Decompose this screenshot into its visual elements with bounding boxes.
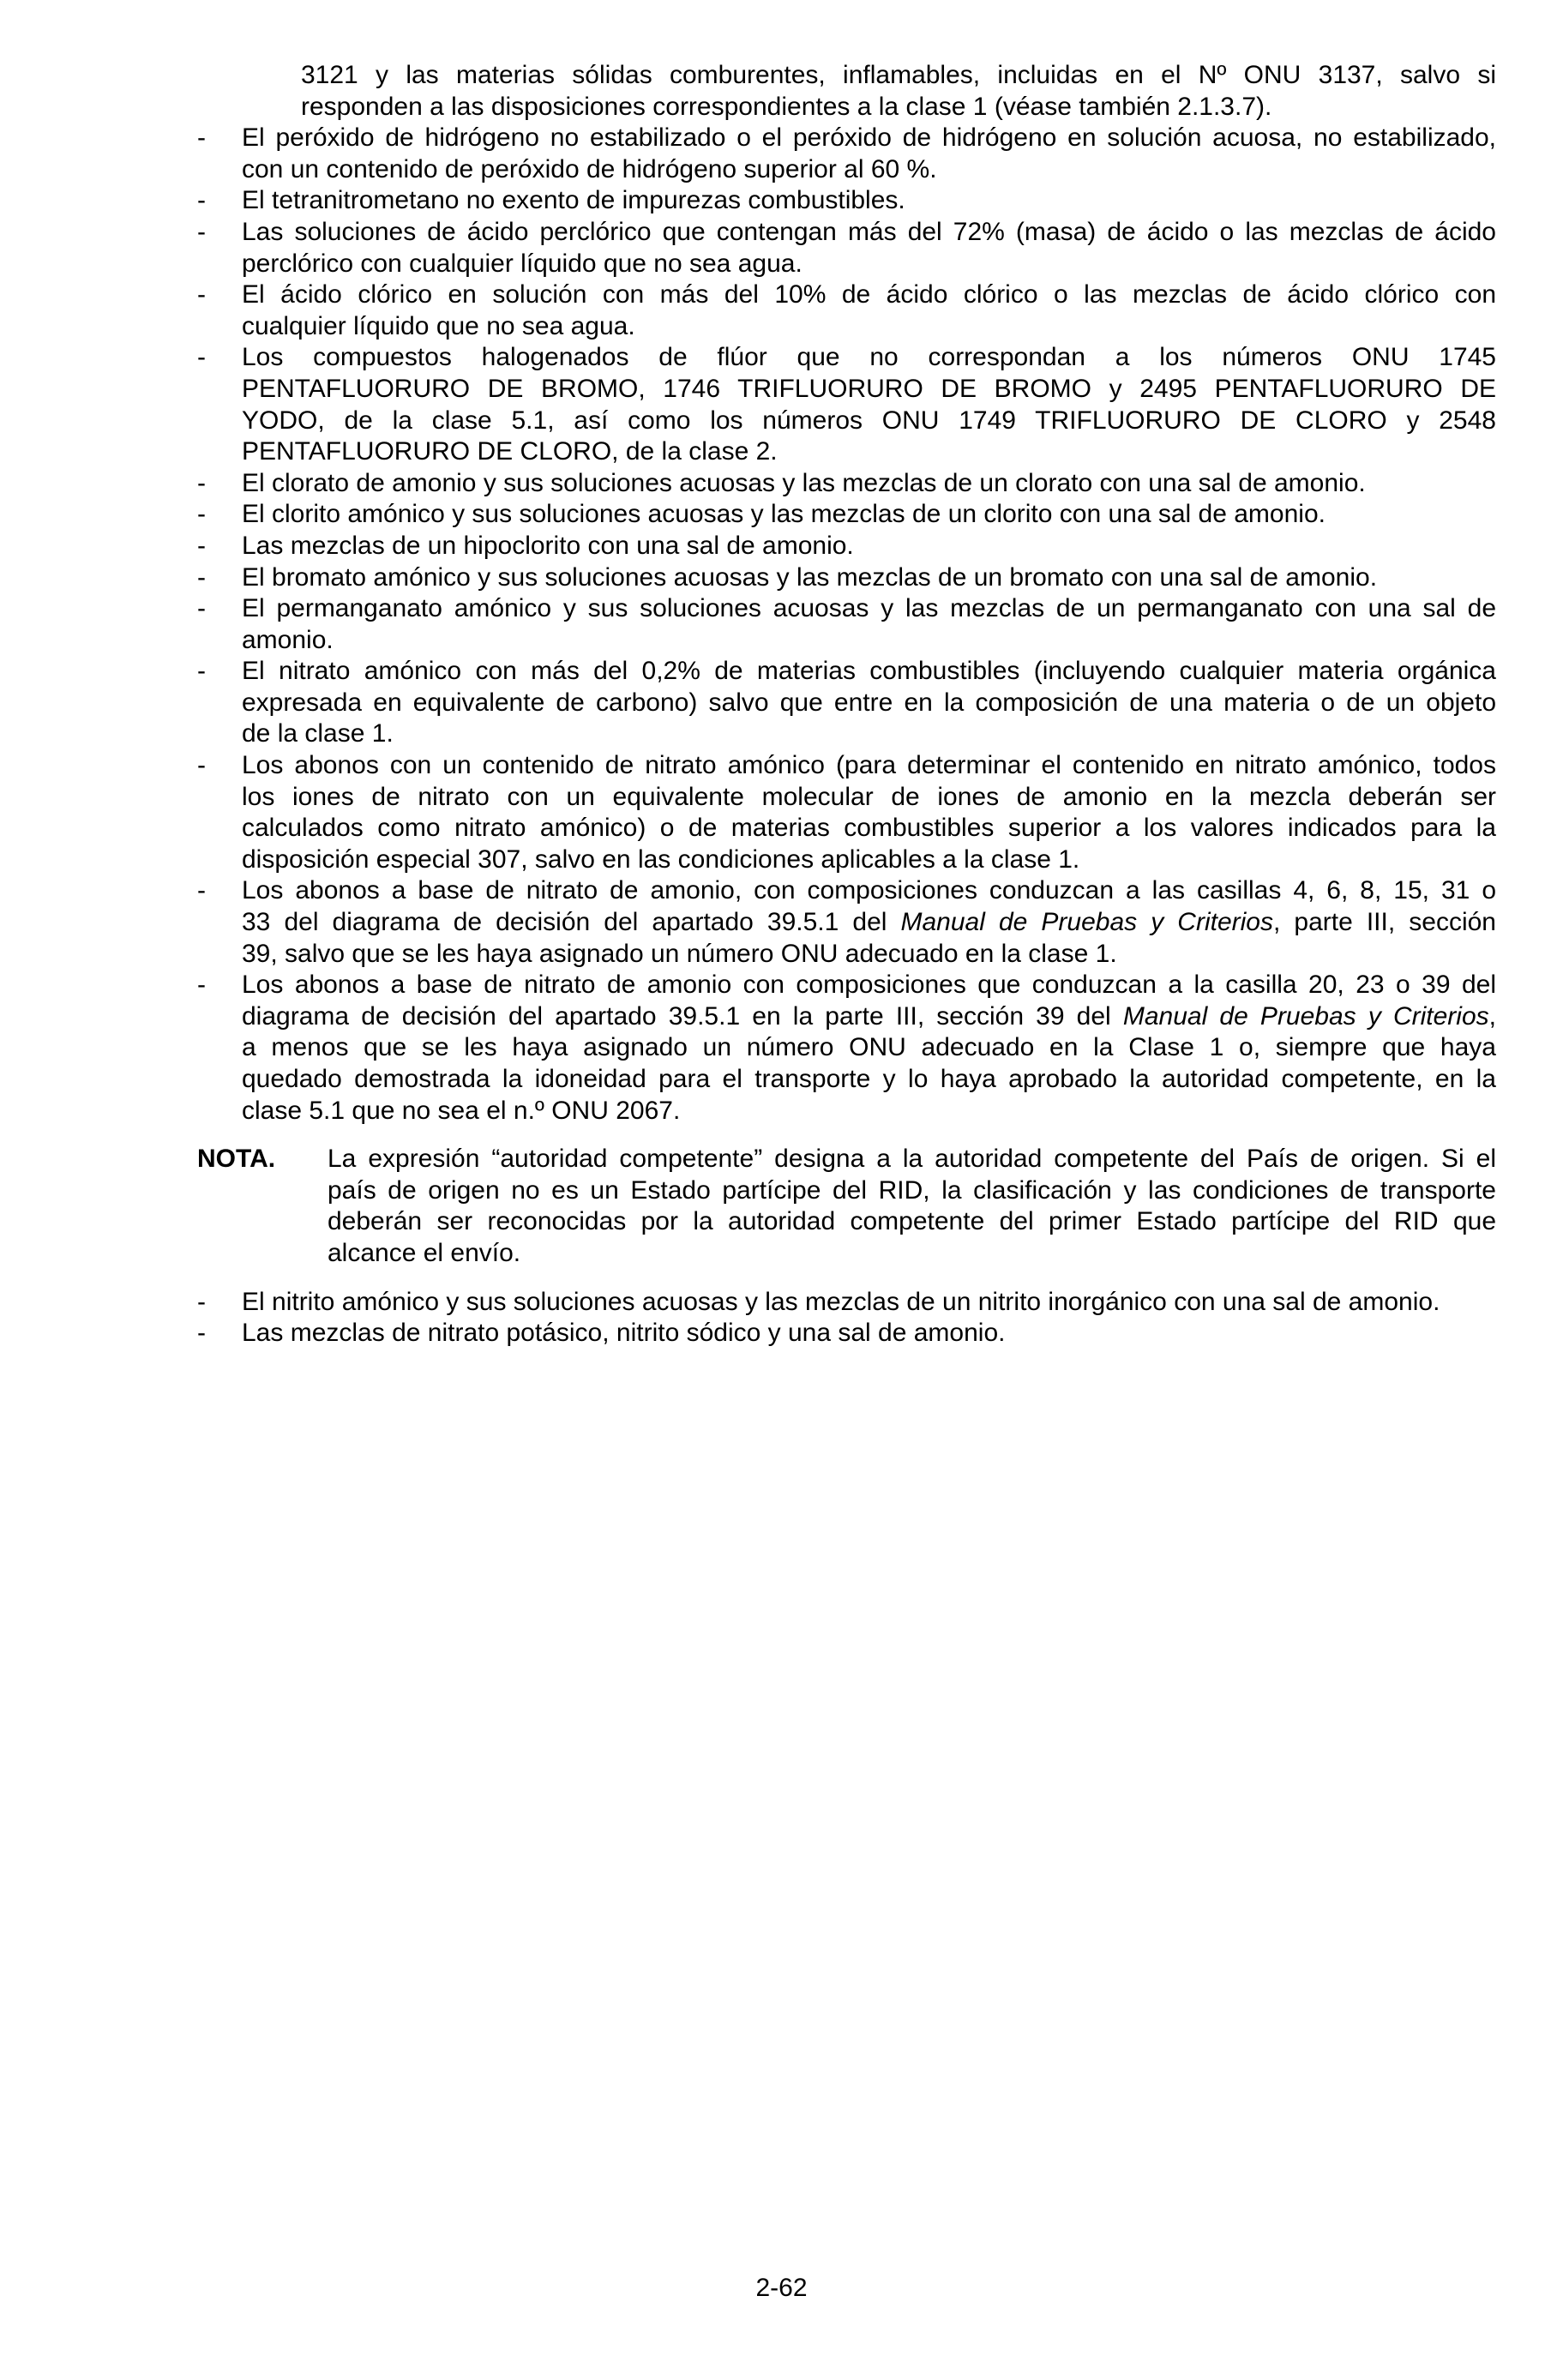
dash-bullet: - bbox=[197, 1287, 206, 1316]
text-segment: 33 del diagrama de decisión del apartado 39.5.1 del bbox=[242, 908, 901, 937]
list-item bbox=[197, 217, 1496, 279]
text-line: PENTAFLUORURO DE CLORO, de la clase 2. bbox=[242, 437, 778, 466]
text-line: con un contenido de peróxido de hidrógeno superior al 60 %. bbox=[242, 154, 937, 183]
text-line: El tetranitrometano no exento de impurezas combustibles. bbox=[242, 186, 905, 215]
text-segment: diagrama de decisión del apartado 39.5.1 en la parte III, sección 39 del bbox=[242, 1001, 1123, 1031]
dash-bullet: - bbox=[197, 657, 206, 686]
text-line: cualquier líquido que no sea agua. bbox=[242, 311, 635, 340]
substance-list bbox=[197, 123, 1496, 1127]
list-item bbox=[197, 875, 1496, 970]
text-line: de la clase 1. bbox=[242, 719, 394, 748]
list-item bbox=[197, 750, 1496, 875]
text-line: alcance el envío. bbox=[328, 1238, 521, 1267]
text-line: Los compuestos halogenados de flúor que no correspondan a los números ONU 1745 bbox=[242, 343, 1496, 372]
manual-title: Manual de Pruebas y Criterios bbox=[1122, 1001, 1489, 1031]
text-line: Los abonos a base de nitrato de amonio, con composiciones conduzcan a las casillas 4, 6, 8, 15, 31 o bbox=[242, 876, 1496, 905]
text-line: Las mezclas de un hipoclorito con una sal de amonio. bbox=[242, 531, 854, 560]
text-line bbox=[242, 907, 1496, 939]
dash-bullet: - bbox=[197, 343, 206, 372]
text-line: El clorito amónico y sus soluciones acuosas y las mezclas de un clorito con una sal de amonio. bbox=[242, 500, 1326, 529]
dash-bullet: - bbox=[197, 531, 206, 560]
manual-title: Manual de Pruebas y Criterios bbox=[900, 908, 1273, 937]
text-line: clase 5.1 que no sea el n.º ONU 2067. bbox=[242, 1096, 681, 1125]
list-item bbox=[197, 342, 1496, 467]
text-line: El peróxido de hidrógeno no estabilizado o el peróxido de hidrógeno en solución acuosa, no estabilizado, bbox=[242, 123, 1496, 153]
text-line: país de origen no es un Estado partícipe del RID, la clasificación y las condiciones de transporte bbox=[328, 1175, 1496, 1205]
list-item bbox=[197, 123, 1496, 185]
note-block bbox=[197, 1144, 1496, 1269]
text-line: Los abonos con un contenido de nitrato amónico (para determinar el contenido en nitrato amónico, todos bbox=[242, 751, 1496, 780]
text-line: El bromato amónico y sus soluciones acuosas y las mezclas de un bromato con una sal de amonio. bbox=[242, 562, 1378, 592]
note-text bbox=[328, 1144, 1496, 1269]
text-line: El permanganato amónico y sus soluciones acuosas y las mezclas de un permanganato con una sal de bbox=[242, 594, 1496, 623]
text-line: El ácido clórico en solución con más del 10% de ácido clórico o las mezclas de ácido clórico con bbox=[242, 280, 1496, 310]
dash-bullet: - bbox=[197, 186, 206, 215]
text-line: quedado demostrada la idoneidad para el transporte y lo haya aprobado la autoridad competente, en la bbox=[242, 1065, 1496, 1093]
text-line: amonio. bbox=[242, 625, 334, 654]
text-line: Los abonos a base de nitrato de amonio con composiciones que conduzcan a la casilla 20, 23 o 39 del bbox=[242, 971, 1496, 1000]
list-item bbox=[197, 468, 1496, 500]
list-item bbox=[197, 279, 1496, 342]
text-line: PENTAFLUORURO DE BROMO, 1746 TRIFLUORURO DE BROMO y 2495 PENTAFLUORURO DE bbox=[242, 374, 1496, 403]
dash-bullet: - bbox=[197, 280, 206, 310]
text-line: deberán ser reconocidas por la autoridad competente del primer Estado partícipe del RID que bbox=[328, 1207, 1496, 1236]
text-line: Las mezclas de nitrato potásico, nitrito sódico y una sal de amonio. bbox=[242, 1319, 1006, 1348]
list-item bbox=[197, 1318, 1496, 1349]
dash-bullet: - bbox=[197, 468, 206, 497]
list-item bbox=[197, 593, 1496, 656]
text-line bbox=[242, 1001, 1496, 1033]
text-line: a menos que se les haya asignado un número ONU adecuado en la Clase 1 o, siempre que haya bbox=[242, 1033, 1496, 1062]
text-line: 3121 y las materias sólidas comburentes, inflamables, incluidas en el Nº ONU 3137, salvo si bbox=[301, 61, 1496, 89]
page-number: 2-62 bbox=[755, 2274, 808, 2302]
dash-bullet: - bbox=[197, 217, 206, 246]
text-line: Las soluciones de ácido perclórico que contengan más del 72% (masa) de ácido o las mezclas de ácido bbox=[242, 217, 1496, 246]
text-line: disposición especial 307, salvo en las condiciones aplicables a la clase 1. bbox=[242, 844, 1080, 874]
list-item bbox=[197, 1287, 1496, 1319]
dash-bullet: - bbox=[197, 876, 206, 905]
text-segment: , bbox=[1488, 1001, 1496, 1031]
text-line: perclórico con cualquier líquido que no sea agua. bbox=[242, 249, 803, 278]
text-line: El nitrito amónico y sus soluciones acuosas y las mezclas de un nitrito inorgánico con una sal de amonio. bbox=[242, 1287, 1440, 1316]
note-label: NOTA. bbox=[197, 1145, 276, 1174]
text-line: calculados como nitrato amónico) o de materias combustibles superior a los valores indicados para la bbox=[242, 814, 1496, 843]
dash-bullet: - bbox=[197, 751, 206, 780]
text-segment: , parte III, sección bbox=[1272, 908, 1496, 937]
list-item bbox=[197, 970, 1496, 1127]
dash-bullet: - bbox=[197, 971, 206, 1000]
list-item bbox=[197, 185, 1496, 217]
continuation-paragraph bbox=[197, 60, 1496, 123]
text-line: responden a las disposiciones correspondientes a la clase 1 (véase también 2.1.3.7). bbox=[301, 92, 1272, 121]
document-body bbox=[197, 60, 1496, 1349]
list-item bbox=[197, 656, 1496, 750]
text-line: 39, salvo que se les haya asignado un número ONU adecuado en la clase 1. bbox=[242, 939, 1117, 968]
dash-bullet: - bbox=[197, 562, 206, 592]
text-line: los iones de nitrato con un equivalente molecular de iones de amonio en la mezcla deberán ser bbox=[242, 782, 1496, 811]
text-line: El nitrato amónico con más del 0,2% de materias combustibles (incluyendo cualquier materia orgánica bbox=[242, 657, 1496, 686]
text-line: La expresión “autoridad competente” designa a la autoridad competente del País de origen. Si el bbox=[328, 1145, 1496, 1174]
text-line: expresada en equivalente de carbono) salvo que entre en la composición de una materia o de un objeto bbox=[242, 688, 1496, 717]
dash-bullet: - bbox=[197, 123, 206, 153]
text-line: YODO, de la clase 5.1, así como los números ONU 1749 TRIFLUORURO DE CLORO y 2548 bbox=[242, 406, 1496, 435]
dash-bullet: - bbox=[197, 1319, 206, 1348]
list-item bbox=[197, 499, 1496, 531]
dash-bullet: - bbox=[197, 500, 206, 529]
list-item bbox=[197, 531, 1496, 562]
text-line: El clorato de amonio y sus soluciones acuosas y las mezclas de un clorato con una sal de amonio. bbox=[242, 468, 1366, 497]
list-item bbox=[197, 562, 1496, 594]
substance-list-continued bbox=[197, 1287, 1496, 1349]
dash-bullet: - bbox=[197, 594, 206, 623]
